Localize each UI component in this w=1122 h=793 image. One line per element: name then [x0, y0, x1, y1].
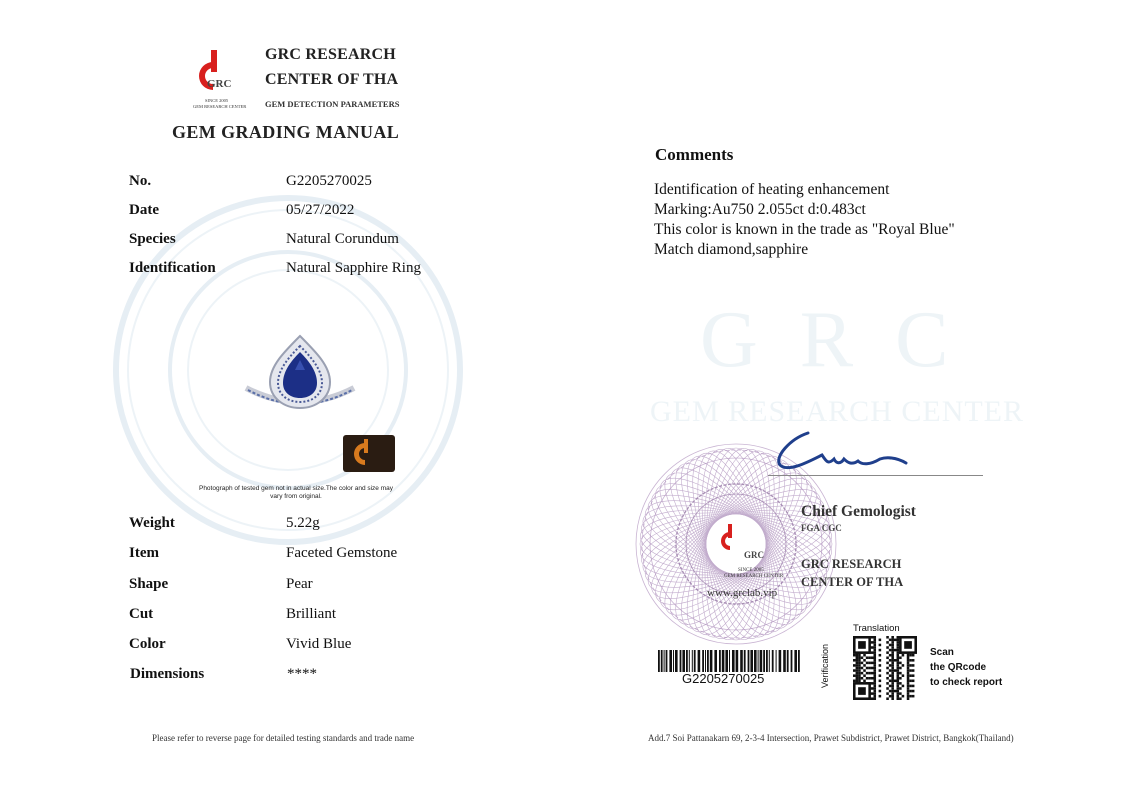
signature-image [770, 425, 910, 475]
field-dimensions-value: **** [287, 666, 317, 682]
org-line-2: CENTER OF THA [801, 575, 904, 589]
field-species-label: Species [129, 231, 176, 247]
stamp-center: GEM RESEARCH CENTER [724, 574, 784, 579]
company-line-2: CENTER OF THA [265, 71, 399, 88]
header-subtitle: GEM DETECTION PARAMETERS [265, 99, 400, 109]
field-item-value: Faceted Gemstone [286, 545, 398, 561]
logo-center: GEM RESEARCH CENTER [193, 104, 247, 109]
company-line-1: GRC RESEARCH [265, 46, 396, 63]
field-weight-value: 5.22g [286, 515, 320, 531]
field-identification-value: Natural Sapphire Ring [286, 260, 421, 276]
comment-line: This color is known in the trade as "Royal Blue" [654, 221, 955, 238]
org-line-1: GRC RESEARCH [801, 557, 902, 571]
field-date-value: 05/27/2022 [286, 202, 355, 218]
field-no-value: G2205270025 [286, 173, 372, 189]
manual-title: GEM GRADING MANUAL [172, 122, 400, 142]
field-no-label: No. [129, 173, 152, 189]
field-color-value: Vivid Blue [286, 636, 352, 652]
grc-card-image [343, 435, 395, 472]
barcode-number: G2205270025 [682, 671, 765, 686]
field-cut-label: Cut [129, 606, 154, 622]
stamp-logo-text: GRC [744, 550, 764, 560]
footer-address: Add.7 Soi Pattanakarn 69, 2-3-4 Intersection, Prawet Subdistrict, Prawet District, Bangkok(Thailand) [648, 733, 1014, 743]
field-identification-label: Identification [129, 260, 216, 276]
grc-logo [193, 48, 249, 110]
field-shape-label: Shape [129, 576, 169, 592]
comment-line: Marking:Au750 2.055ct d:0.483ct [654, 201, 866, 218]
chief-gemologist-title: Chief Gemologist [801, 503, 916, 520]
scan-line-2: the QRcode [930, 662, 987, 673]
comments-title: Comments [655, 145, 734, 164]
gemologist-credentials: FGA CGC [801, 523, 842, 533]
scan-line-1: Scan [930, 647, 954, 658]
footer-note: Please refer to reverse page for detailed testing standards and trade name [152, 733, 415, 743]
sapphire-ring-image [240, 330, 360, 420]
card-logo-icon [343, 435, 395, 472]
stamp-since: SINCE 2005 [738, 568, 764, 573]
logo-since: SINCE 2005 [205, 98, 229, 103]
field-cut-value: Brilliant [286, 606, 336, 622]
gem-research-center-watermark: GEM RESEARCH CENTER [650, 395, 1025, 428]
field-species-value: Natural Corundum [286, 231, 399, 247]
field-color-label: Color [129, 636, 166, 652]
scan-line-3: to check report [930, 677, 1003, 688]
barcode-image [658, 650, 800, 672]
comment-line: Identification of heating enhancement [654, 181, 890, 198]
field-dimensions-label: Dimensions [130, 666, 205, 682]
logo-text: GRC [207, 78, 232, 90]
field-shape-value: Pear [286, 576, 313, 592]
qr-code[interactable] [852, 636, 918, 700]
comment-line: Match diamond,sapphire [654, 241, 809, 258]
field-weight-label: Weight [129, 515, 175, 531]
website-text: www.grclab.vip [707, 587, 778, 599]
grc-watermark: GRC [700, 296, 991, 384]
field-date-label: Date [129, 202, 159, 218]
qr-translation-label: Translation [853, 623, 900, 634]
photo-disclaimer: Photograph of tested gem not in actual size.The color and size may vary from original. [198, 485, 394, 500]
qr-verification-label: Verification [820, 643, 830, 688]
field-item-label: Item [129, 545, 159, 561]
signature-line [768, 475, 983, 476]
